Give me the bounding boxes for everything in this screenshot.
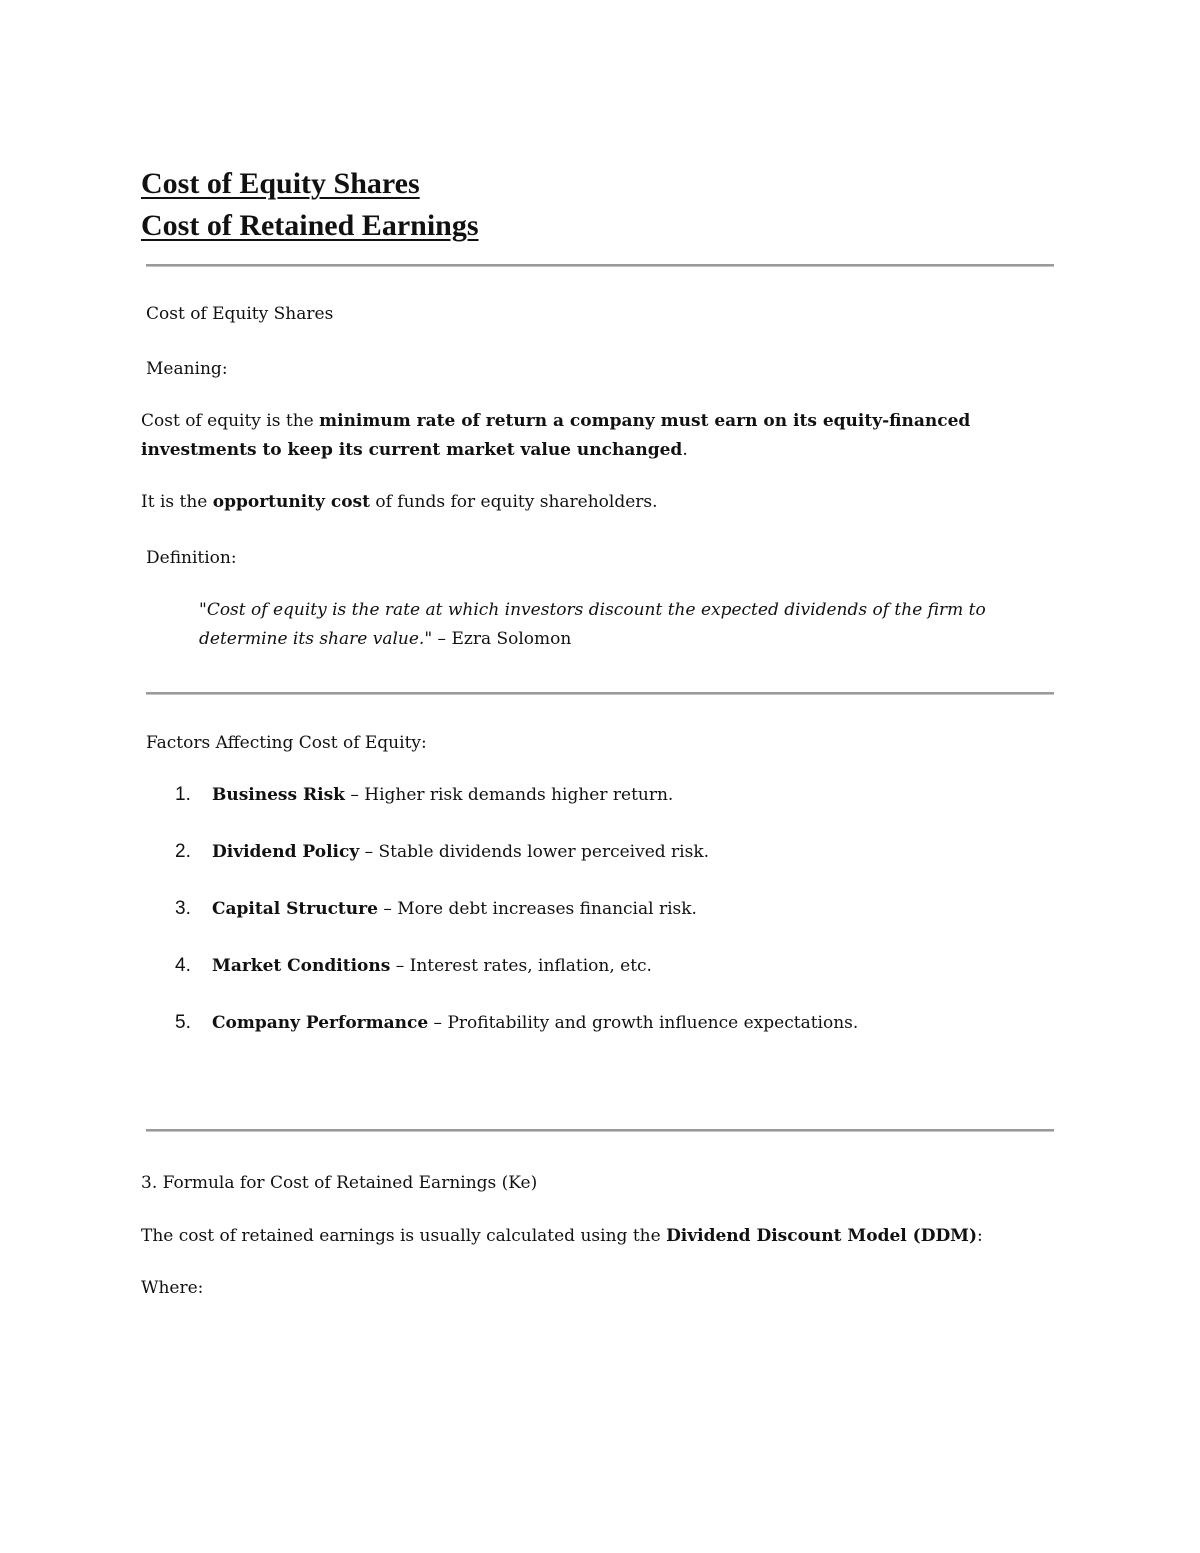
factor-description: – More debt increases financial risk. [377, 899, 697, 919]
opportunity-text-post: of funds for equity shareholders. [369, 492, 658, 512]
opportunity-text-pre: It is the [141, 492, 213, 512]
definition-quote-text: determine its share value." [199, 629, 433, 649]
list-item [175, 1009, 858, 1037]
factor-name: Dividend Policy [212, 842, 360, 862]
ddm-text-pre: The cost of retained earnings is usually calculated using the [141, 1226, 667, 1246]
section-heading-cost-of-equity: Cost of Equity Shares [146, 304, 334, 324]
section-heading-factors: Factors Affecting Cost of Equity: [146, 733, 427, 753]
factor-description: – Higher risk demands higher return. [344, 785, 674, 805]
list-item [175, 895, 697, 923]
factor-description: – Interest rates, inflation, etc. [390, 956, 652, 976]
factor-description: – Stable dividends lower perceived risk. [359, 842, 710, 862]
meaning-text-post: . [682, 440, 688, 460]
meaning-text-pre: Cost of equity is the [141, 411, 320, 431]
list-item [175, 781, 673, 809]
section-heading-formula: 3. Formula for Cost of Retained Earnings (Ke) [141, 1173, 538, 1193]
factor-name: Business Risk [212, 785, 345, 805]
opportunity-cost-paragraph [141, 488, 658, 516]
meaning-text-bold-2: investments to keep its current market value unchanged [141, 440, 683, 460]
list-item-number: 2. [175, 841, 191, 862]
list-item [175, 952, 652, 980]
factor-name: Company Performance [212, 1013, 429, 1033]
ddm-paragraph [141, 1222, 983, 1250]
factor-description: – Profitability and growth influence expectations. [428, 1013, 859, 1033]
definition-label: Definition: [146, 548, 237, 568]
list-item [175, 838, 709, 866]
factor-name: Market Conditions [212, 956, 391, 976]
quote-author: – Ezra Solomon [432, 629, 572, 649]
list-item-number: 3. [175, 898, 191, 919]
opportunity-text-bold: opportunity cost [212, 492, 370, 512]
horizontal-rule [146, 1129, 1054, 1132]
list-item-number: 4. [175, 955, 191, 976]
factor-name: Capital Structure [212, 899, 378, 919]
meaning-label: Meaning: [146, 359, 228, 379]
horizontal-rule [146, 264, 1054, 267]
document-title-line-1: Cost of Equity Shares [141, 167, 420, 200]
list-item-number: 1. [175, 784, 191, 805]
meaning-text-bold-1: minimum rate of return a company must earn on its equity-financed [319, 411, 971, 431]
horizontal-rule [146, 692, 1054, 695]
definition-quote-line-2 [199, 625, 571, 653]
ddm-text-post: : [977, 1226, 983, 1246]
where-label: Where: [141, 1278, 204, 1298]
ddm-text-bold: Dividend Discount Model (DDM) [666, 1226, 978, 1246]
definition-quote-line-1: "Cost of equity is the rate at which investors discount the expected dividends of the firm to [199, 600, 986, 620]
meaning-paragraph-line-1 [141, 407, 970, 435]
list-item-number: 5. [175, 1012, 191, 1033]
meaning-paragraph-line-2 [141, 436, 688, 464]
document-title-line-2: Cost of Retained Earnings [141, 209, 479, 242]
